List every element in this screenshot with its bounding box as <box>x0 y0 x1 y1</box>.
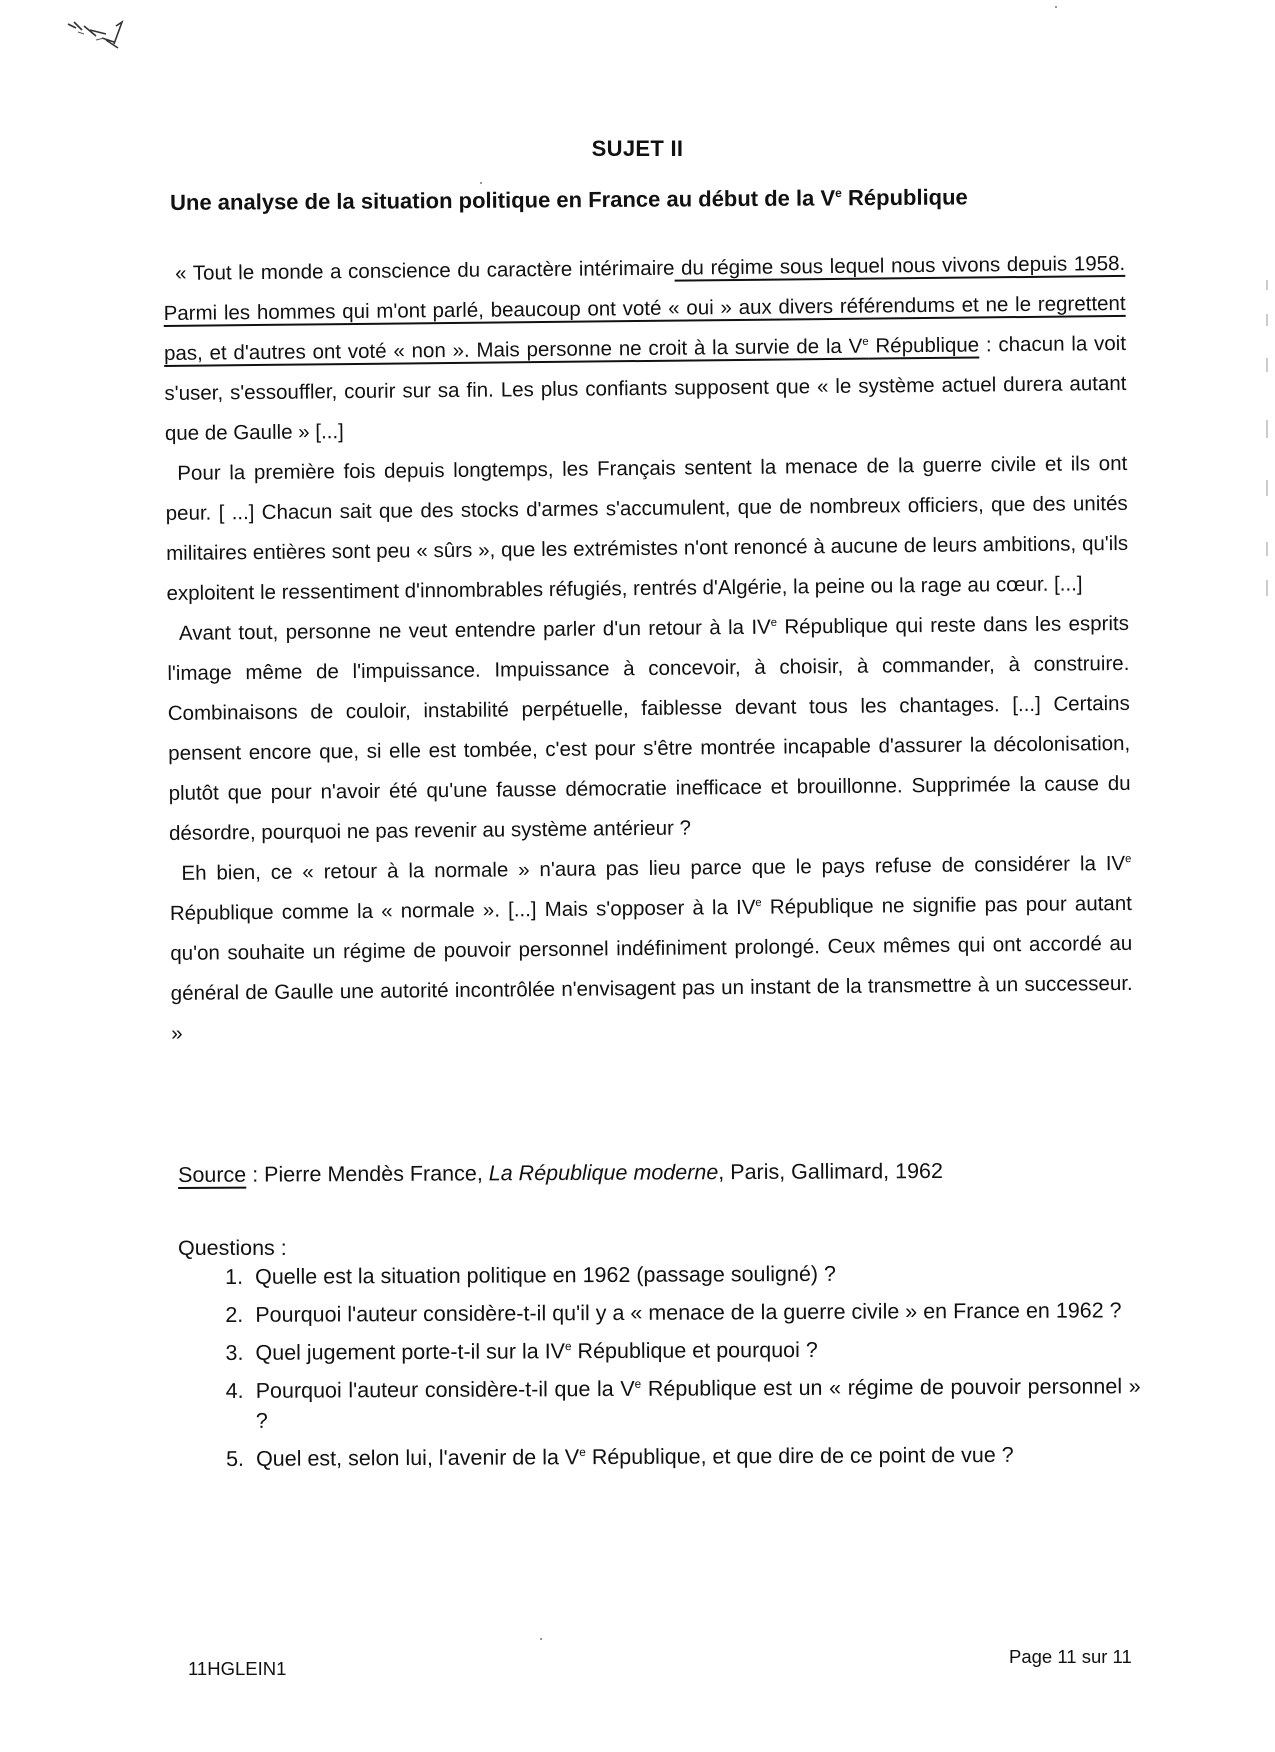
question-number: 5. <box>225 1446 245 1471</box>
scan-speck <box>1055 6 1057 8</box>
scan-edge-marks <box>1263 280 1271 600</box>
question-text <box>255 1295 1140 1330</box>
question-item <box>226 1439 1141 1474</box>
question-text-part: Pourquoi l'auteur considère-t-il qu'il y a « menace de la guerre civile » en France en 1962 ? <box>255 1298 1122 1327</box>
source-publication: , Paris, Gallimard, 1962 <box>718 1158 943 1185</box>
superscript: e <box>564 1339 572 1354</box>
question-item <box>225 1257 1140 1292</box>
question-text-part: Quel est, selon lui, l'avenir de la V <box>255 1445 580 1471</box>
paragraph-text: Avant tout, personne ne veut entendre parler d'un retour à la IV <box>178 615 771 645</box>
superscript: e <box>1125 853 1132 866</box>
question-number: 1. <box>225 1264 244 1289</box>
underlined-text: République <box>868 333 980 358</box>
question-text-part: République et pourquoi ? <box>571 1337 818 1364</box>
subtitle-text: Une analyse de la situation politique en France au début de la V <box>170 185 836 215</box>
quoted-document <box>163 244 1133 1054</box>
subtitle-superscript: e <box>835 185 842 201</box>
superscript: e <box>862 335 869 348</box>
paragraph-text: « Tout le monde a conscience du caractère intérimaire <box>175 256 675 285</box>
paragraph-text: Eh bien, ce « retour à la normale » n'aura pas lieu parce que le pays refuse de considérer la IV <box>181 851 1126 885</box>
paragraph-text: République qui reste dans les esprits l'image même de l'impuissance. Impuissance à concevoir, à choisir, à commander, à construire. Combinaisons de couloir, instabilité perpétuelle, faiblesse devant tous les chantages. [...] Certains pensent encore que, si elle est tombée, c'est pour s'être montrée incapable d'assurer la décolonisation, plutôt que pour n'avoir été qu'une fausse démocratie inefficace et brouillonne. Supprimée la cause du désordre, pourquoi ne pas revenir au système antérieur ? <box>167 611 1131 845</box>
question-text <box>256 1371 1141 1436</box>
paragraph-text: République ne signifie pas pour autant qu'on souhaite un régime de pouvoir personnel indéfiniment prolongé. Ceux mêmes qui ont accordé au général de Gaulle une autorité incontrôlée n'envisagent pas un instant de la transmettre à un successeur. » <box>170 891 1133 1045</box>
question-text <box>255 1333 1140 1368</box>
superscript: e <box>634 1376 642 1391</box>
quote-paragraph <box>163 244 1127 454</box>
subject-title: SUJET II <box>591 136 684 161</box>
question-text-part: République, et que dire de ce point de vue ? <box>585 1442 1014 1470</box>
subtitle-text-end: République <box>841 184 968 211</box>
superscript: e <box>770 616 778 629</box>
paragraph-text: République comme la « normale ». [...] Mais s'opposer à la IV <box>169 895 756 925</box>
question-item <box>225 1295 1140 1330</box>
quote-paragraph <box>169 844 1133 1054</box>
subject-subtitle <box>170 183 1130 216</box>
question-number: 4. <box>225 1378 244 1403</box>
scanner-mark-icon <box>66 18 136 52</box>
superscript: e <box>755 896 762 910</box>
question-text <box>256 1439 1141 1474</box>
question-number: 3. <box>225 1340 244 1365</box>
source-work-title: La République moderne <box>488 1160 719 1186</box>
question-text-part: Pourquoi l'auteur considère-t-il que la V <box>255 1376 635 1403</box>
source-citation <box>178 1158 1108 1188</box>
quote-paragraph <box>165 444 1129 614</box>
scan-speck <box>480 182 482 184</box>
questions-list <box>225 1257 1141 1482</box>
question-text-part: République est un « régime de pouvoir personnel » ? <box>255 1374 1141 1433</box>
questions-heading: Questions : <box>178 1236 287 1260</box>
question-item <box>226 1371 1141 1436</box>
source-separator: : <box>246 1162 265 1187</box>
page-number: Page 11 sur 11 <box>1009 1646 1132 1667</box>
exam-code: 11HGLEIN1 <box>188 1658 287 1679</box>
question-text-part: Quel jugement porte-t-il sur la IV <box>255 1339 566 1365</box>
paragraph-text: Pour la première fois depuis longtemps, les Français sentent la menace de la guerre civile et ils ont peur. [ ...] Chacun sait que des stocks d'armes s'accumulent, que de nombreux officiers, que des unités militaires entières sont peu « sûrs », que les extrémistes n'ont renoncé à aucune de leurs ambitions, qu'ils exploitent le ressentiment d'innombrables réfugiés, rentrés d'Algérie, la peine ou la rage au cœur. [...] <box>165 451 1129 605</box>
source-label: Source <box>178 1162 247 1187</box>
question-item <box>225 1333 1140 1368</box>
question-text-part: Quelle est la situation politique en 1962 (passage souligné) ? <box>255 1261 837 1289</box>
underlined-text: du régime sous lequel nous vivons depuis 1958. Parmi les hommes qui m'ont parlé, beaucoup ont voté « oui » aux divers référendums et ne le regrettent pas, et d'autres ont voté « non ». Mais personne ne croit à la survie de la V <box>163 251 1126 365</box>
scan-speck <box>540 1638 542 1640</box>
source-author: Pierre Mendès France, <box>264 1161 489 1187</box>
superscript: e <box>579 1444 586 1459</box>
quote-paragraph <box>167 604 1131 854</box>
paragraph-text: : chacun la voit s'user, s'essouffler, courir sur sa fin. Les plus confiants supposent que « le système actuel durera autant que de Gaulle » [...] <box>164 331 1127 445</box>
question-text <box>255 1257 1140 1292</box>
question-number: 2. <box>225 1302 244 1327</box>
